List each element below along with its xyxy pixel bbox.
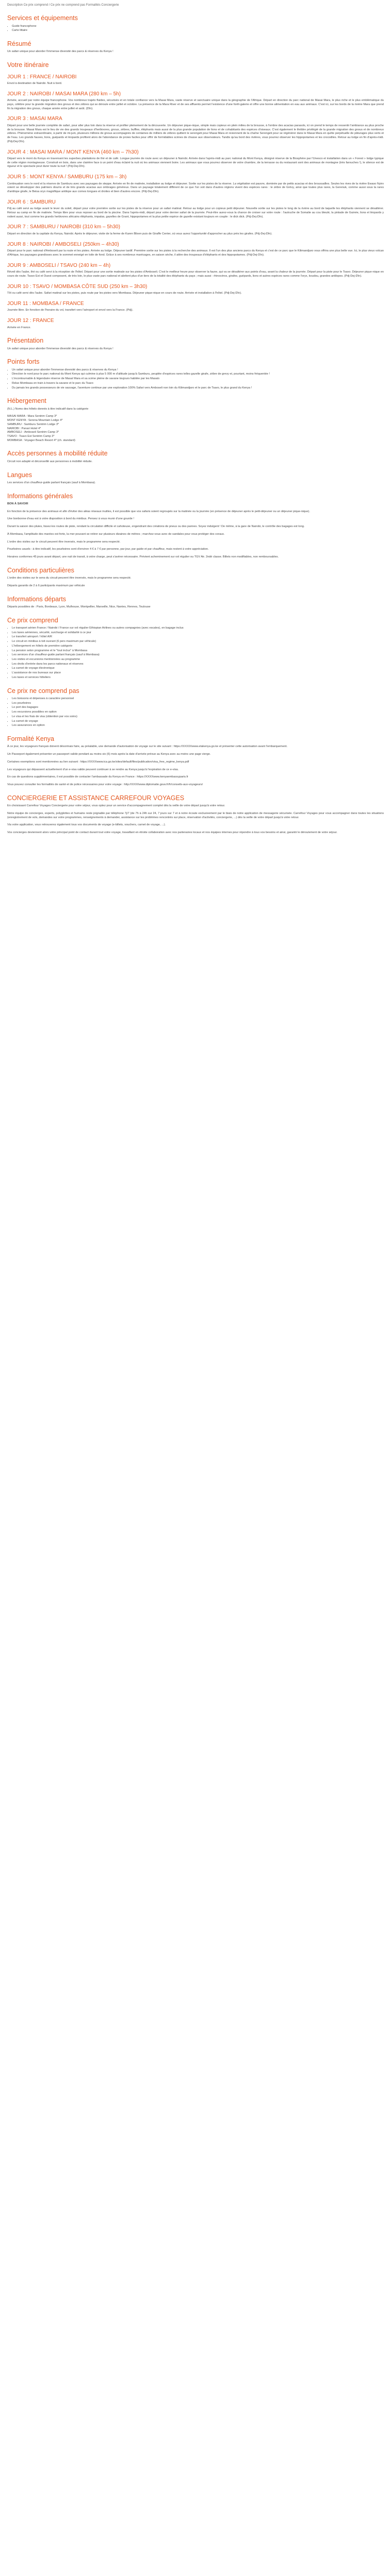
day-title: JOUR 7 : SAMBURU / NAIROBI (310 km – 5h30) [7, 224, 120, 230]
list-item: • La carnet de voyage [12, 720, 384, 724]
included-list [7, 626, 384, 680]
day-title: JOUR 8 : NAIROBI / AMBOSELI (250km – 4h30) [7, 241, 119, 247]
resume-text: Un safari unique pour aborder l'immense diversité des parcs & réserves du Kenya ! [7, 50, 113, 54]
paragraph: Vous pouvez consulter les formalités de santé et de police nécessaires pour votre voyage : http://XXXXwww.diplomatie.gouv.fr/fr/conseils-aux-voyageurs/ [7, 783, 203, 787]
ce-prix-comprend-heading: Ce prix comprend [7, 616, 58, 624]
list-item: • Les taxes et services hôteliers [12, 676, 384, 680]
ce-prix-comprend-section [7, 617, 384, 680]
paragraph: À ce jour, les voyageurs français doivent désormais faire, au préalable, une demande d'autorisation de voyage sur le site suivant : https://XXXXXwww.etakenya.go.ke et présenter cette autorisation avant l'embarquement. [7, 745, 288, 749]
paragraph: Certaines exemptions sont mentionnées au lien suivant : https://XXXXwww.ica.go.ke/sites/default/files/publication/visa_free_regime_kenya.pdf [7, 760, 189, 764]
paragraph: En fonction de la présence des animaux et afin d'éviter des aléas réseaux inutiles, il est possible que vos safaris soient regroupés sur la matinée ou la journée (en présence de déjeuner après le petit-déjeuner ou un déjeuner pique-nique). [7, 510, 310, 513]
resume-section [7, 40, 384, 54]
langues-heading: Langues [7, 471, 32, 479]
points-forts-list [7, 368, 384, 391]
formalites-heading: Formalité Kenya [7, 735, 55, 743]
day-title: JOUR 6 : SAMBURU [7, 199, 56, 205]
list-item: • L'incontournable & légendaire réserve de Masaï Mara et sa scène pleine de savane toujours habitée par les Masaïs [12, 377, 384, 381]
paragraph: Via votre application, vous retrouverez également tous vos documents de voyage (e-billets, vouchers, carnet de voyage, ...). [7, 823, 166, 827]
paragraph: L'ordre des visites sur le sens du circuit peuvent être inversés, mais le programme sera respecté. [7, 577, 132, 580]
paragraph: Vos concierges deviennent alors votre principal point de contact durant tout votre voyage, travaillant en étroite collaboration avec nos partenaires locaux et nos équipes internes pour répondre à tous vos besoins et ainsi, garantir le déroulement de votre séjour. [7, 831, 337, 834]
paragraph: À Mombasa, l'amplitude des marées est forte, la mer pouvant se retirer sur plusieurs dizaines de mètres ; marchez-vous avec de sandales pour vous protéger des coraux. [7, 532, 225, 536]
list-item: • Le visa et les frais de visa (obtention par vos soins) [12, 715, 384, 719]
list-item: • Les boissons et dépenses à caractère personnel [12, 697, 384, 701]
day-text: Journée libre. En fonction de l'horaire du vol, transfert vers l'aéroport et envol vers la France. (Pdj). [7, 309, 134, 312]
itinerary-section [7, 61, 384, 330]
langues-text: Les services d'un chauffeur-guide parlant français (sauf à Mombasa). [7, 481, 96, 484]
list-item: • Les visites et excursions mentionnées au programme [12, 658, 384, 662]
list-item: • Carte littaire [12, 29, 384, 33]
services-list [7, 25, 384, 33]
paragraph: Départs garantis de 2 à 6 participants maximum par véhicule [7, 584, 85, 587]
itinerary-heading: Votre itinéraire [7, 61, 49, 69]
day-text: Tôt ou café servi dès l'aube. Safari matinal sur les pistes, puis route par les pistes vers Mombasa. Déjeuner pique-nique en cours de route. Arrivée et installation à l'hôtel. (Pdj-Dej-Dîn). [7, 292, 242, 295]
day-title: JOUR 10 : TSAVO / MOMBASA CÔTE SUD (250 km – 3h30) [7, 283, 148, 290]
day-text: Continuation vers le nord et la réserve de Samburu avec ses paysages de steppe. Arrivée en fin de matinée, installation au lodge et déjeuner. Sortie sur les pistes de la réserve. La végétation est pauvre, dominée par de petits acacias et des broussailles. Seules les rives de la rivière Ewaso Nyiro voient se développer des palmiers doums et de très grands acacias aux ombrages généreux. Dans un paysage totalement différent de ce que l'on voit dans d'autres régions vivent des espèces rares : le zèbre de Grévy, ainsi que toutes plus rares, la Gerenuk, comme aussi sous la rares d'antilope girafe, le Beisa oryx magnifique antilope aux cornes longues et droites et bien d'autres encore. (Pdj-Dej-Dîn). [7, 182, 384, 194]
day-title: JOUR 1 : FRANCE / NAIROBI [7, 74, 77, 80]
paragraph: Durant la saison des pluies, lissez-les routes de piste, rendant la circulation difficile et cahoteuse, engendrant des créations de pneus ou des pannes. Soyez indulgent ! De même, à la gare de Nairobi, le contrôle des bagages est long. [7, 525, 305, 529]
paragraph: Une bonbonne d'eau est à votre disposition à bord du minibus. Pensez à vous munir d'une gourde ! [7, 517, 134, 521]
hotel-list [7, 415, 384, 443]
list-item: • Les taxes aériennes, sécurité, surcharge et solidarité à ce jour [12, 631, 384, 635]
points-forts-heading: Points forts [7, 358, 40, 366]
conditions-heading: Conditions particulières [7, 566, 74, 574]
list-item: • Les services d'un chauffeur-guide parlant français (sauf à Mombasa) [12, 653, 384, 657]
access-heading: Accès personnes à mobilité réduite [7, 450, 108, 457]
formalites-section [7, 735, 384, 787]
access-section [7, 450, 384, 464]
list-item: • Les excursions possibles en option [12, 710, 384, 715]
day-text: Arrivée, accueil par notre équipe francophone. Vos nombreux trajets fluides, sécurisés et en totale confiance vers la Masai Mara, vaste réserve et sanctuaire unique dans la géographie de l'Afrique. Départ en direction du parc national de Masai Mara, le plus riche et le plus emblématique du pays, célèbre pour la grande migration des gnous et des zèbres qui se déroule entre juillet et octobre. La présence de la Mara River et de ses affluents permet l'existence d'une forêt-galerie et offre une bonne alimentation en eau aux animaux. C'est ici, sur les bords de la rivière Mara que prend fin la migration des gnous, chaque année entre juillet et août. (Dîn). [7, 99, 384, 110]
list-item: TSAVO : Tsavo Est Sentrim Camp 3* [7, 434, 55, 438]
day-text: Départ pour une belle journée complète de safari, pour aller plus loin dans la réserve et profiter pleinement de la découverte. Un déjeuner pique-nique, simple mais copieux en plein milieu de la brousse, à l'ombre des acacias parasols, ici on prend le temps de ressentir l'ambiance au plus proche de la brousse. Masai Mara est le lieu de vie des grands troupeaux d'herbivores, gnous, zèbres, buffles, éléphants mais aussi de la plus grande population de lions et de cohabitants des espèces d'oiseaux. C'est également le théâtre privilégié de la grande migration des gnous et de nombreux zèbres. Phénomène extraordinaire, à partir de mi-juin, plusieurs millions de gnous accompagnés de centaines de milliers de zèbres quittent le serengeti pour Masai Mara et reviennent de la chaîne Serengeti pour se régénérer dans le Masai Mara en quête perpétuelle de pâturages plus verts et de l'eau. Les grands fauves, lions, guépards et léopards profitent alors de l'abondance de proies faciles pour offrir de formidables scènes de chasse aux observateurs. Tandis qu'au bord des rivières, vous pourrez observer les hippopotames et les crocodiles. Retour au lodge en fin d'après-midi. (Pdj-Dej-Dîn). [7, 124, 384, 143]
presentation-heading: Présentation [7, 337, 44, 345]
services-heading: Services et équipements [7, 14, 78, 22]
paragraph: En choisissant Carrefour Voyages Conciergerie pour votre séjour, vous optez pour un service d'accompagnement complet dès la veille de votre départ jusqu'à votre retour. [7, 804, 225, 808]
day-text: Arrivée en France. [7, 326, 31, 329]
paragraph: Un Passeport également présenter un passeport valide pendant au moins six (6) mois après la date d'arrivée prévue au Kenya avec au moins une page vierge. [7, 753, 211, 756]
day-text: Réveil dès l'aube, thé ou café servi à la réception de l'hôtel. Départ pour une sortie matinale sur les pistes d'Amboseli. C'est le meilleur heure pour observer la faune, qui va se désaltérer aux points d'eau, avant la chaleur de la journée. Départ pour la piste pour le Tsavo. Déjeuner pique-nique en cours de route. Tsavo Est et Ouest composent, de très loin, le plus vaste parc national et abritent plus d'un tiers de la totalité des éléphants du pays ; mais aussi : rhinocéros, girafes, guépards, lions et autres espèces rares comme l'oryx, koudou, grandes antilopes. (Pdj-Dej-Dîn). [7, 270, 384, 278]
hebergement-intro: (N.L.) Noms des hôtels donnés à titre indicatif dans la catégorie [7, 407, 89, 411]
list-item: • Le port des bagages [12, 706, 384, 710]
presentation-section [7, 337, 384, 351]
list-item: • Les droits d'entrée dans les parcs nationaux et réserves [12, 663, 384, 667]
paragraph: Horaires conformes 45 jours avant départ, une nuit de transit, à votre charge, peut s'avérer nécessaire. Prévient acheminement sur vol régulier ou TGV Air. 2ndé classe. Billets non modifiables, non remboursables. [7, 555, 279, 559]
presentation-text: Un safari unique pour aborder l'immense diversité des parcs & réserves du Kenya ! [7, 347, 113, 350]
paragraph: Les voyageurs qui dépassent actuellement d'un e-visa valide peuvent continuer à se rendre au Kenya jusqu'à l'expiration de ce e-visa. [7, 768, 179, 771]
infos-departs-section [7, 596, 384, 609]
services-section [7, 14, 384, 33]
day-text: Pdj au café servi au lodge avant le lever du soleil, départ pour votre première sortie sur les pistes de la réserve pour un safari matinal. Retour au lodge pour un copieux petit déjeuner. Nouvelle sortie sur les pistes le long de la rivière au bord de laquelle les éléphants viennent se désaltérer. Retour au camp en fin de matinée. Temps libre pour vous reposer au bord de la piscine. Dans l'après-midi, départ pour votre dernier safari de la journée. Peut-être aurez-vous la chance de croiser sur votre route : l'autruche de Somalie au cou bleuté, la pintade de Guinée, lions et léopards y rodent aussi, tout comme les grands herbivores africains éléphants, impalas, gazelles de Grant, hippopotames et la plus petite espèce de gazelle existant toujours en couple : le dick dick. (Pdj-Dej-Dîn). [7, 207, 384, 218]
hebergement-section [7, 397, 384, 443]
list-item: NAIROBI : Panari Hotel 4* [7, 427, 41, 430]
day-text: Départ en direction de la capitale du Kenya, Nairobi. Après le déjeuner, visite de la ferme de Karen Blixen puis de Giraffe Center, où vous aurez l'opportunité d'approcher au plus près les girafes. (Pdj-Dej-Dîn). [7, 232, 272, 235]
hebergement-heading: Hébergement [7, 397, 46, 405]
paragraph: L'ordre des visites sur le circuit peuvent être inversés, mais le programme sera respecté. [7, 540, 121, 544]
list-item: • Guide francophone [12, 25, 384, 29]
paragraph: Notre équipe de concierges, experts, polyglottes et humains reste joignable par téléphone 7j/7 (de 7h à 24h sur 24, 7 jours sur 7 et à notre écoute exclusivement par le biais de notre application de messagerie sécurisée. Carrefour Voyages pour vous accompagner dans toutes les situations (enregistrement de vols, demandes sur votre programmes, renseignements à demander, assistance sur les problèmes rencontrés sur place, réservation d'activités, conciergerie, ...) dès la veille de votre départ jusqu'à votre retour. [7, 811, 384, 819]
list-item: • Relax Mombasa en train à travers la savane et le parc du Tsavo [12, 382, 384, 386]
conciergerie-heading: CONCIERGERIE ET ASSISTANCE CARREFOUR VOYAGES [7, 794, 185, 802]
conditions-section [7, 567, 384, 588]
day-title: JOUR 11 : MOMBASA / FRANCE [7, 300, 84, 307]
day-title: JOUR 12 : FRANCE [7, 318, 54, 324]
list-item: • Le transfert aéroport / hôtel A/R [12, 635, 384, 639]
list-item: MASAI MARA : Mara Sentrim Camp 3* [7, 415, 57, 418]
list-item: • La pension selon programme et le "tout inclus" à Mombasa [12, 649, 384, 653]
paragraph: Pourboires usuels : à titre indicatif, les pourboires sont d'environ 4 € à 7 € par personne, par jour, par guide et par chauffeur, mais restent à votre appréciation. [7, 548, 209, 551]
excluded-list [7, 697, 384, 728]
access-text: Circuit non adapté et déconseillé aux personnes à mobilité réduite. [7, 460, 93, 463]
day-text: Envol à destination de Nairobi. Nuit à bord. [7, 82, 62, 86]
departs-text: Départs possibles de : Paris, Bordeaux, Lyon, Mulhouse, Montpellier, Marseille, Nice, Nantes, Rennes, Toulouse [7, 605, 151, 608]
list-item: • Direction le nord pour le parc national du Mont Kenya qui culmine à plus 5 000 m d'altitude jusqu'à Samburu, peuplée d'espèces rares telles gazelle girafe, zèbre de grevy et, pourtant, moins fréquentée ! [12, 372, 384, 377]
breadcrumb[interactable]: Description Ce prix comprend / Ce prix ne comprend pas Formalités Conciergerie [7, 4, 119, 7]
list-item: • L'hébergement en hôtels de première catégorie [12, 645, 384, 649]
list-item: MONT KENYA : Serena Mountain Lodge 4* [7, 419, 63, 422]
infos-departs-heading: Informations départs [7, 595, 66, 603]
list-item: • Les pourboires [12, 702, 384, 706]
day-title: JOUR 4 : MASAI MARA / MONT KENYA (460 km – 7h30) [7, 149, 139, 155]
infos-generales-section [7, 493, 384, 560]
ne-comprend-pas-heading: Ce prix ne comprend pas [7, 687, 79, 694]
list-item: • Le circuit en minibus à toit ouvrant (6 pers maximum par véhicule) [12, 640, 384, 644]
list-item: AMBOSELI : Amboseli Sentrim Camp 3* [7, 431, 59, 434]
paragraph: En cas de questions supplémentaires, il est possible de contacter l'ambassade du Kenya en France : https://XXXXwww.kenyaembassyparis.fr [7, 775, 188, 779]
day-title: JOUR 2 : NAIROBI / MASAI MARA (280 km – 5h) [7, 91, 121, 97]
list-item: • Les assurances en option [12, 724, 384, 728]
list-item: SAMBURU : Samburu Sentrim Lodge 3* [7, 422, 59, 426]
list-item: • Un safari unique pour aborder l'immense diversité des parcs & réserves du Kenya ! [12, 368, 384, 372]
infos-generales-heading: Informations générales [7, 492, 73, 500]
conciergerie-section [7, 794, 384, 835]
points-forts-section [7, 358, 384, 390]
page [0, 0, 391, 835]
day-title: JOUR 3 : MASAI MARA [7, 116, 62, 122]
ne-comprend-pas-section [7, 687, 384, 728]
list-item: • Le transport aérien France / Nairobi / France sur vol régulier Ethiopian Airlines ou autres compagnies (avec escales), en bagage inclus [12, 626, 384, 631]
day-title: JOUR 9 : AMBOSELI / TSAVO (240 km – 4h) [7, 262, 111, 268]
day-text: Départ vers le mont du Kenya en traversant les superbes plantations de thé et de café. Longue journée de route avec un déjeuner à Nairobi. Arrivée dans l'après-midi au parc national du Mont Kenya, désigné réserve de la Biosphère par l'Unesco et installation dans un « Forest » lodge typique de cette région montagneuse. Construit en bois, dans une clairière face à un point d'eau éclairé la nuit où les animaux viennent boire. Les animaux que vous pourrez observer de votre chambre, de la terrasse ou du restaurant sont des animaux de montagne (très farouches !), le silence est de rigueur et le spectacle peut durer toute la nuit ! (Pdj-Dej-Dîn). [7, 157, 384, 168]
langues-section [7, 471, 384, 485]
day-text: Départ pour le parc national d'Amboseli par la route et les pistes. Arrivée au lodge. Déjeuner tardif. Première sortie sur les pistes à la recherche des animaux. Il est l'un des plus anciens parcs du Kenya et c'est de ce parc que le Kilimandjaro vous offrira une plus belle vue. Ici, le plus vieux volcan d'Afrique, les paysages grandioses avec le sommet enneigé en toile de fond. Grâce à ses nombreux marécages, en saison sèche, il attire des troupeaux d'éléphants et des hippopotames. (Pdj-Dej-Dîn). [7, 249, 384, 257]
resume-heading: Résumé [7, 40, 31, 48]
list-item: MOMBASA : Voyager Beach Resort 4* (ch. standard) [7, 438, 75, 442]
list-item: • La carnet de voyage électronique [12, 667, 384, 671]
bon-a-savoir-label: BON À SAVOIR [7, 502, 28, 505]
day-title: JOUR 5 : MONT KENYA / SAMBURU (175 km – 3h) [7, 174, 127, 180]
list-item: • L'assistance de nos bureaux sur place [12, 671, 384, 675]
list-item: • Du jamais les grands possesseurs de vie sauvage, l'aventure continue par une exploration 100% Safari vers Amboseli non loin du Kilimandjaro et le parc de Tsavo, le plus grand du Kenya ! [12, 386, 384, 391]
